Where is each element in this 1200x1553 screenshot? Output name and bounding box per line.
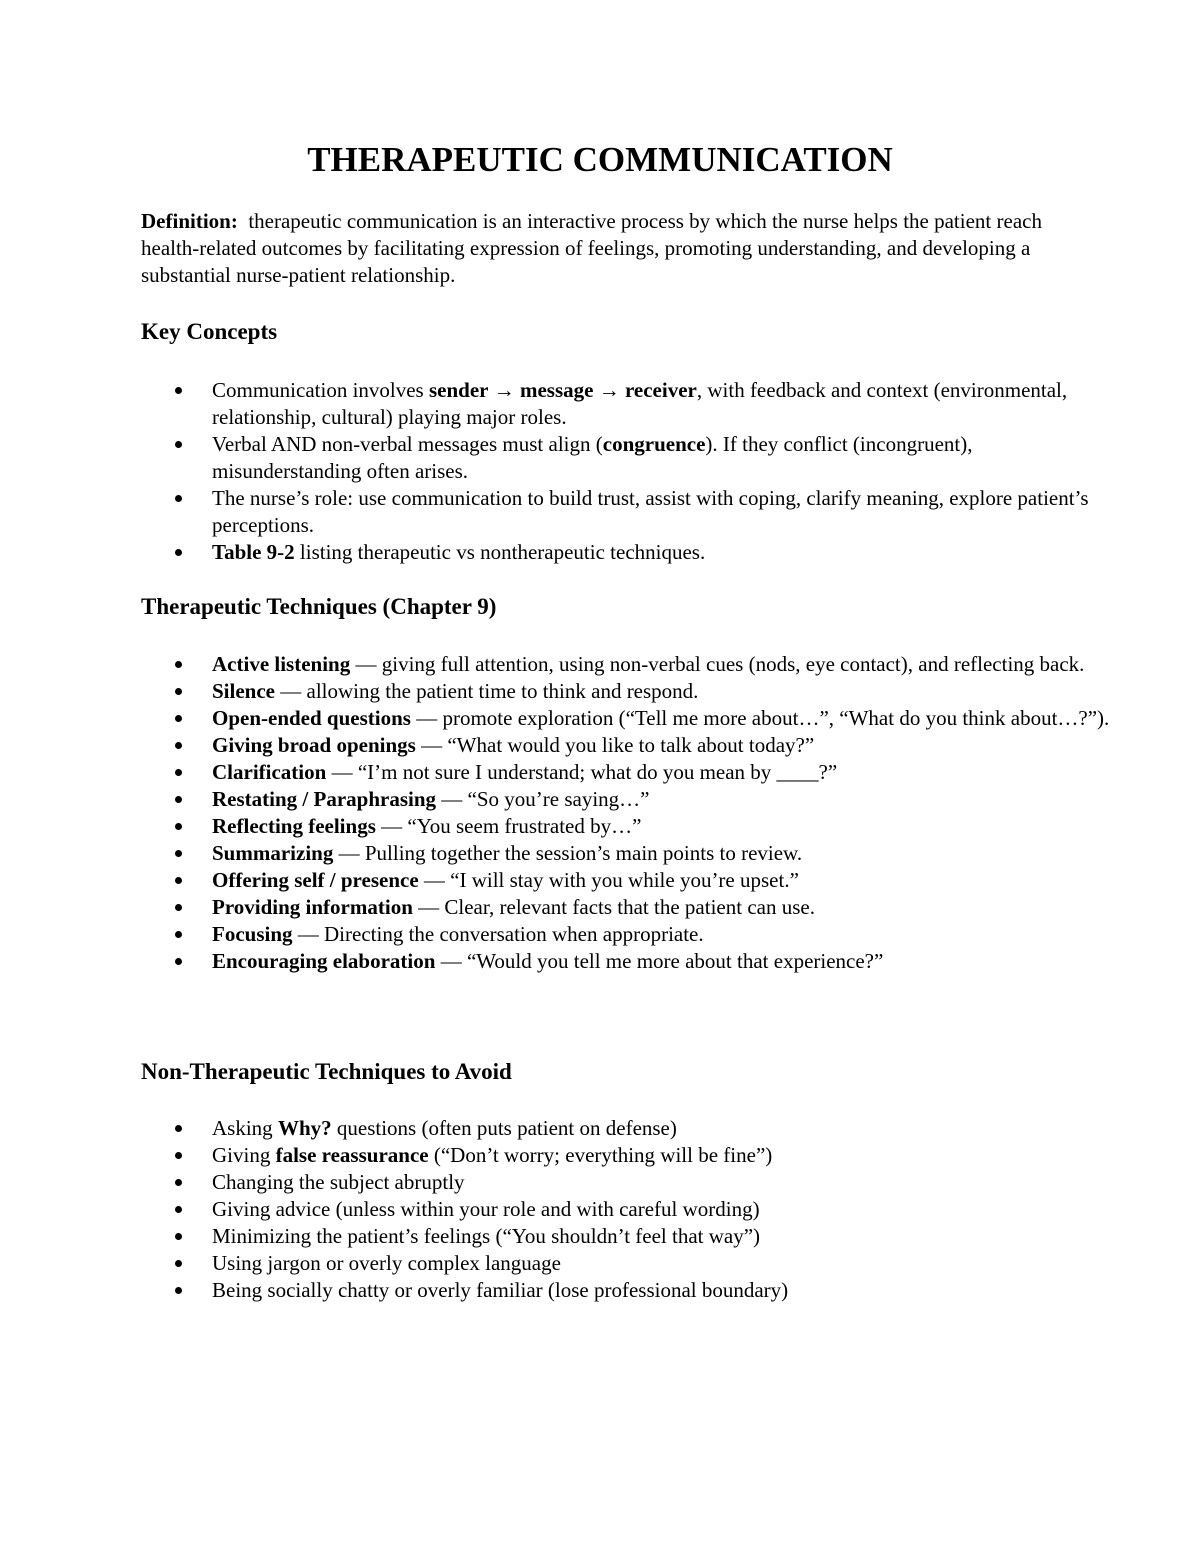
bullet-icon (175, 904, 182, 911)
bullet-icon (175, 769, 182, 776)
list-item: Changing the subject abruptly (212, 1169, 1112, 1196)
page-title: THERAPEUTIC COMMUNICATION (307, 140, 893, 179)
list-item: Using jargon or overly complex language (212, 1250, 1112, 1277)
list-item: Communication involves sender → message → receiver, with feedback and context (environmental, relationship, cultural) playing major roles. (212, 377, 1112, 431)
list-item: Clarification — “I’m not sure I understand; what do you mean by ____?” (212, 759, 1112, 786)
bullet-icon (175, 823, 182, 830)
list-item: Reflecting feelings — “You seem frustrated by…” (212, 813, 1112, 840)
list-item: Silence — allowing the patient time to think and respond. (212, 678, 1112, 705)
bullet-icon (175, 1179, 182, 1186)
bullet-icon (175, 715, 182, 722)
list-item: Giving false reassurance (“Don’t worry; everything will be fine”) (212, 1142, 1112, 1169)
bullet-icon (175, 1287, 182, 1294)
definition-text: therapeutic communication is an interactive process by which the nurse helps the patient reach health-related outcomes by facilitating expression of feelings, promoting understanding, and developing a substantial nurse-patient relationship. (141, 209, 1042, 287)
bullet-icon (175, 877, 182, 884)
therapeutic-heading: Therapeutic Techniques (Chapter 9) (141, 594, 497, 619)
list-item: Open-ended questions — promote exploration (“Tell me more about…”, “What do you think about…?”). (212, 705, 1112, 732)
key-concepts-heading: Key Concepts (141, 319, 278, 344)
definition-label: Definition: (141, 209, 238, 233)
bullet-icon (175, 742, 182, 749)
bullet-icon (175, 688, 182, 695)
list-item: Table 9-2 listing therapeutic vs nontherapeutic techniques. (212, 539, 1112, 566)
definition-paragraph (141, 208, 1071, 289)
bullet-icon (175, 1260, 182, 1267)
non-therapeutic-heading: Non-Therapeutic Techniques to Avoid (141, 1059, 512, 1084)
key-concepts-list (212, 377, 1112, 566)
list-item: Focusing — Directing the conversation when appropriate. (212, 921, 1112, 948)
list-item: The nurse’s role: use communication to build trust, assist with coping, clarify meaning, explore patient’s perceptions. (212, 485, 1112, 539)
bullet-icon (175, 958, 182, 965)
bullet-icon (175, 796, 182, 803)
list-item: Giving advice (unless within your role and with careful wording) (212, 1196, 1112, 1223)
list-item: Minimizing the patient’s feelings (“You shouldn’t feel that way”) (212, 1223, 1112, 1250)
bullet-icon (175, 441, 182, 448)
bullet-icon (175, 1233, 182, 1240)
bullet-icon (175, 1125, 182, 1132)
bullet-icon (175, 549, 182, 556)
non-therapeutic-list (212, 1115, 1112, 1304)
bullet-icon (175, 495, 182, 502)
list-item: Asking Why? questions (often puts patient on defense) (212, 1115, 1112, 1142)
bullet-icon (175, 661, 182, 668)
list-item: Providing information — Clear, relevant facts that the patient can use. (212, 894, 1112, 921)
bullet-icon (175, 1152, 182, 1159)
list-item: Active listening — giving full attention, using non-verbal cues (nods, eye contact), and reflecting back. (212, 651, 1112, 678)
list-item: Verbal AND non-verbal messages must align (congruence). If they conflict (incongruent), misunderstanding often arises. (212, 431, 1112, 485)
bullet-icon (175, 387, 182, 394)
list-item: Being socially chatty or overly familiar (lose professional boundary) (212, 1277, 1112, 1304)
bullet-icon (175, 1206, 182, 1213)
list-item: Restating / Paraphrasing — “So you’re saying…” (212, 786, 1112, 813)
therapeutic-list (212, 651, 1112, 975)
bullet-icon (175, 850, 182, 857)
list-item: Encouraging elaboration — “Would you tell me more about that experience?” (212, 948, 1112, 975)
bullet-icon (175, 931, 182, 938)
list-item: Summarizing — Pulling together the session’s main points to review. (212, 840, 1112, 867)
list-item: Giving broad openings — “What would you like to talk about today?” (212, 732, 1112, 759)
list-item: Offering self / presence — “I will stay with you while you’re upset.” (212, 867, 1112, 894)
